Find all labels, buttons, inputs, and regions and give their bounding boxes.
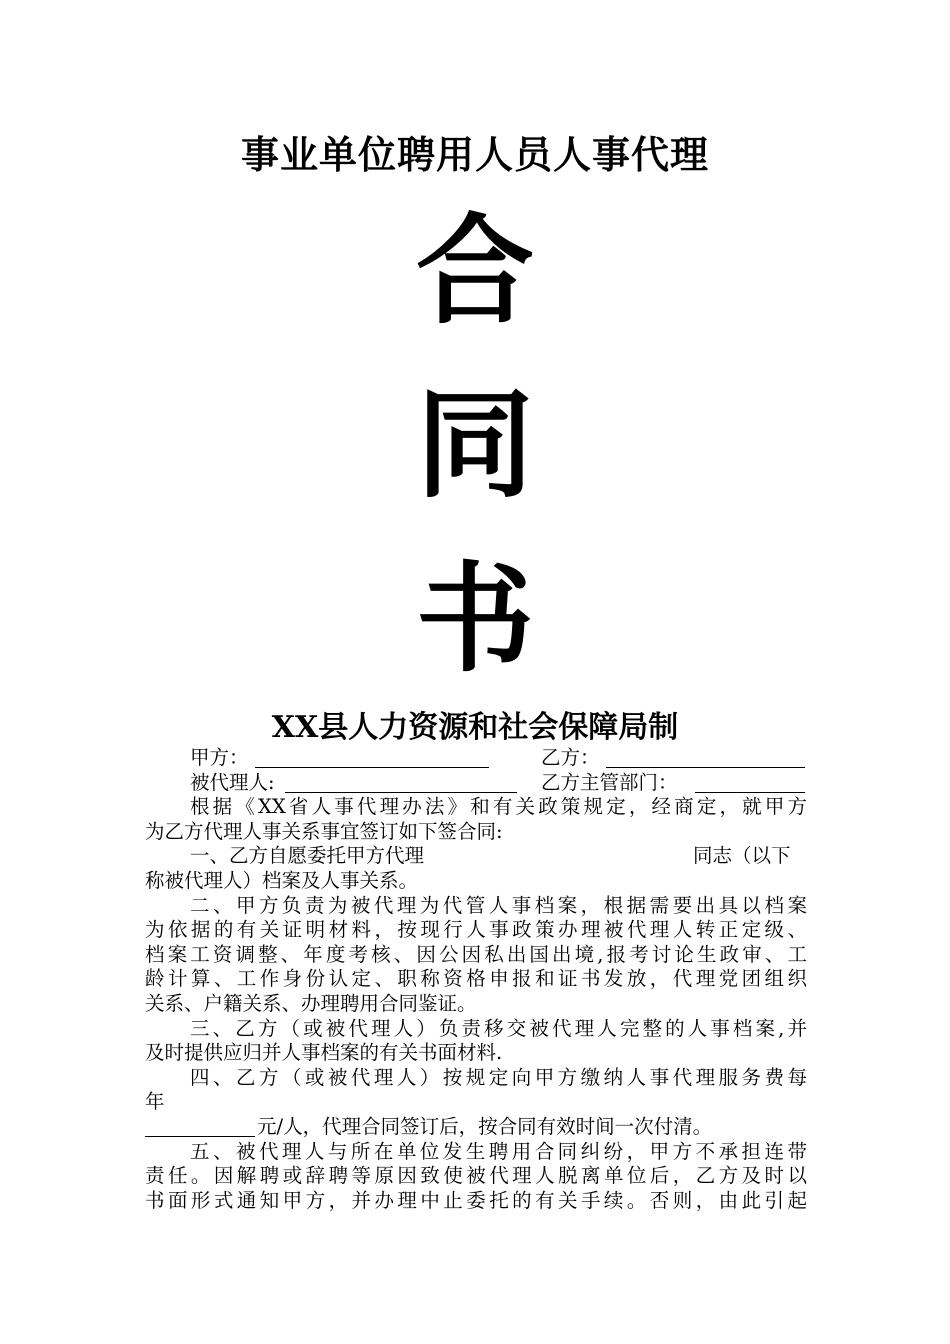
party-line-1 xyxy=(145,746,807,771)
agent-field[interactable] xyxy=(285,773,517,793)
fee-amount-field[interactable] xyxy=(145,1117,255,1137)
agent-label: 被代理人: xyxy=(190,770,275,794)
clause-1-text-b: 同志（以下 xyxy=(693,844,791,868)
party-line-2 xyxy=(145,771,807,796)
clause-2-line-2: 为依据的有关证明材料，按现行人事政策办理被代理人转正定级、 xyxy=(145,918,807,942)
dept-field[interactable] xyxy=(695,773,805,793)
clause-1-text-a: 一、乙方自愿委托甲方代理 xyxy=(190,844,425,868)
clause-4-line-3 xyxy=(145,1115,807,1140)
clause-5-line-2: 责任。因解聘或辞聘等原因致使被代理人脱离单位后，乙方及时以 xyxy=(145,1164,807,1188)
clause-1-line-2: 称被代理人）档案及人事关系。 xyxy=(145,868,419,892)
intro-line-1: 根据《XX省人事代理办法》和有关政策规定，经商定，就甲方 xyxy=(190,795,807,819)
clause-4-line-1: 四、乙方（或被代理人）按规定向甲方缴纳人事代理服务费每 xyxy=(190,1065,807,1089)
issuer-line: XX县人力资源和社会保障局制 xyxy=(271,710,679,745)
document-title: 事业单位聘用人员人事代理 xyxy=(240,132,709,177)
big-char-tong: 同 xyxy=(415,376,534,514)
party-b-field[interactable] xyxy=(606,748,805,768)
clause-4-line-2: 年 xyxy=(145,1090,165,1114)
clause-2-line-3: 档案工资调整、年度考核、因公因私出国出境,报考讨论生政审、工 xyxy=(145,942,807,966)
clause-2-line-4: 龄计算、工作身份认定、职称资格申报和证书发放，代理党团组织 xyxy=(145,967,807,991)
intro-line-2: 为乙方代理人事关系事宜签订如下签合同: xyxy=(145,819,503,843)
dept-label: 乙方主管部门： xyxy=(541,770,678,794)
party-a-field[interactable] xyxy=(255,748,489,768)
contract-body xyxy=(145,746,807,1213)
clause-2-line-5: 关系、户籍关系、办理聘用合同鉴证。 xyxy=(145,991,477,1015)
clause-4-text: 元/人，代理合同签订后，按合同有效时间一次付清。 xyxy=(257,1114,713,1138)
clause-1-line-1 xyxy=(145,844,807,869)
clause-5-line-1: 五、被代理人与所在单位发生聘用合同纠纷，甲方不承担连带 xyxy=(190,1139,807,1163)
clause-3-line-1: 三、乙方（或被代理人）负责移交被代理人完整的人事档案,并 xyxy=(190,1016,807,1040)
big-char-shu: 书 xyxy=(415,550,534,688)
party-a-label: 甲方： xyxy=(190,746,249,769)
clause-2-line-1: 二、甲方负责为被代理为代管人事档案，根据需要出具以档案 xyxy=(190,893,807,917)
clause-5-line-3: 书面形式通知甲方，并办理中止委托的有关手续。否则，由此引起 xyxy=(145,1188,807,1212)
clause-3-line-2: 及时提供应归并人事档案的有关书面材料. xyxy=(145,1041,503,1065)
party-b-label: 乙方： xyxy=(541,746,600,769)
big-char-he: 合 xyxy=(415,202,534,340)
